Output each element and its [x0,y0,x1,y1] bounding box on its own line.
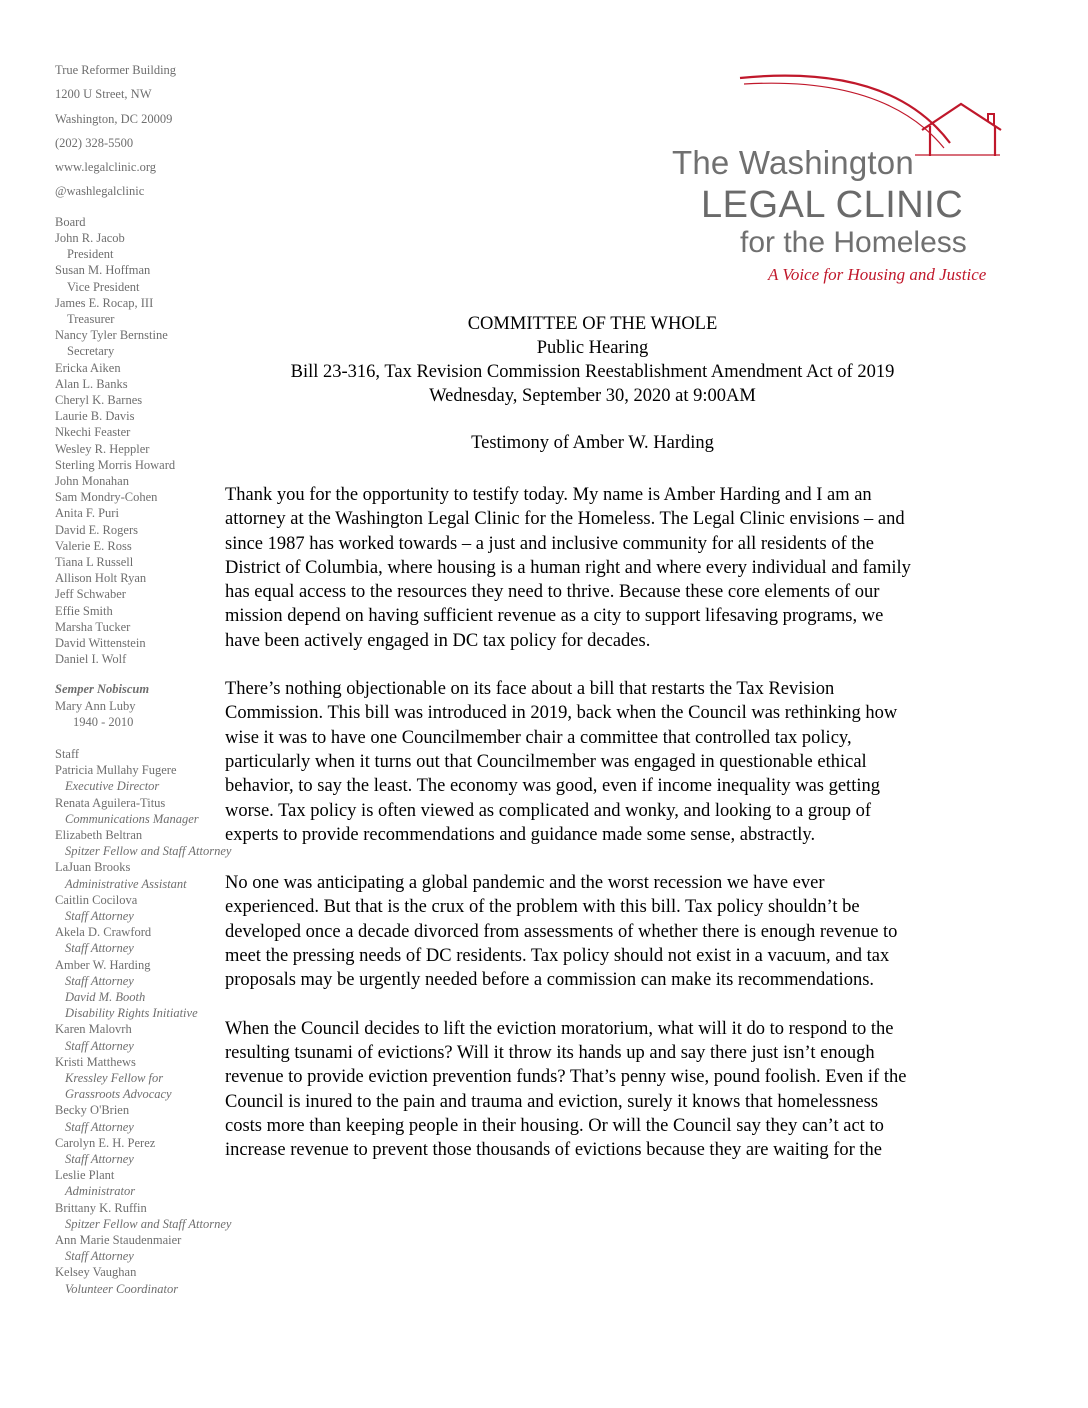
staff-member-name: Karen Malovrh [55,1022,132,1037]
staff-member-name: Akela D. Crawford [55,925,152,940]
board-member-name: James E. Rocap, III [55,295,154,310]
board-member-name: Sam Mondry-Cohen [55,490,158,505]
board-member-role: President [67,247,114,262]
logo-text-line3: for the Homeless [740,226,967,259]
staff-member-name: Ann Marie Staudenmaier [55,1233,182,1248]
board-member-role: Vice President [67,279,140,294]
staff-heading: Staff [55,746,80,761]
board-member-name: Wesley R. Heppler [55,441,150,456]
board-heading: Board [55,214,86,229]
staff-member-name: Caitlin Cocilova [55,892,138,907]
organization-logo [660,68,1020,298]
contact-social-handle: @washlegalclinic [55,184,145,199]
logo-tagline: A Voice for Housing and Justice [768,265,987,284]
board-member-name: Anita F. Puri [55,506,119,521]
staff-member-name: Kristi Matthews [55,1054,136,1069]
staff-member-role: Administrative Assistant [65,876,187,891]
contact-address-building: True Reformer Building [55,63,177,77]
board-member-name: Susan M. Hoffman [55,263,151,278]
committee-title: COMMITTEE OF THE WHOLE [467,314,718,334]
board-member-name: Laurie B. Davis [55,409,135,424]
staff-member-name: Carolyn E. H. Perez [55,1135,156,1150]
board-member-name: Effie Smith [55,603,113,618]
staff-member-role: Volunteer Coordinator [65,1281,179,1296]
staff-member-name: Becky O'Brien [55,1103,130,1118]
body-paragraph: No one was anticipating a global pandemic and the worst recession we have ever experienced. But that is the crux of the problem with this bill. Tax policy shouldn’t be developed once a decade divorced from assessments of whether there is enough revenue to meet the pressing needs of DC residents. Tax policy should not exist in a vacuum, and tax proposals may be urgently needed before a commission can make its recommendations. [225,873,898,991]
board-member-name: David Wittenstein [55,635,146,650]
staff-member-role: Executive Director [65,779,160,794]
staff-member-role: Staff Attorney [65,1249,134,1264]
board-member-name: John R. Jacob [55,230,125,245]
board-member-name: Allison Holt Ryan [55,571,147,586]
staff-member-name: Amber W. Harding [55,957,151,972]
staff-member-role: Staff Attorney [65,973,134,988]
staff-member-name: Leslie Plant [55,1168,115,1183]
testimony-body [225,483,1025,1186]
staff-member-role: Staff Attorney [65,1152,134,1167]
contact-website: www.legalclinic.org [55,160,157,175]
contact-phone: (202) 328-5500 [55,135,134,150]
semper-nobiscum-heading: Semper Nobiscum [55,682,150,697]
board-member-name: Marsha Tucker [55,619,131,634]
staff-member-role: Staff Attorney [65,1038,134,1053]
logo-text-line1: The Washington [672,144,914,181]
contact-block [55,62,255,200]
staff-member-role: Grassroots Advocacy [65,1087,172,1102]
staff-member-role: Staff Attorney [65,941,134,956]
staff-member-role: Communications Manager [65,811,199,826]
board-member-role: Treasurer [67,311,115,326]
board-member-name: Tiana L Russell [55,554,134,569]
contact-address-street: 1200 U Street, NW [55,87,152,102]
board-member-name: John Monahan [55,473,129,488]
semper-years: 1940 - 2010 [73,714,134,729]
semper-name: Mary Ann Luby [55,698,136,713]
staff-member-role: Spitzer Fellow and Staff Attorney [65,844,232,859]
contact-address-city: Washington, DC 20009 [55,111,173,126]
board-member-name: Jeff Schwaber [55,587,126,602]
staff-member-name: Elizabeth Beltran [55,828,143,842]
hearing-date: Wednesday, September 30, 2020 at 9:00AM [429,386,756,406]
board-member-name: Cheryl K. Barnes [55,392,143,407]
testimony-title: Testimony of Amber W. Harding [471,433,714,453]
logo-text-line2: LEGAL CLINIC [701,184,964,226]
staff-member-role: Spitzer Fellow and Staff Attorney [65,1216,232,1231]
body-paragraph: When the Council decides to lift the eviction moratorium, what will it do to respond to the resulting tsunami of evictions? Will it throw its hands up and say there just isn’t enough revenue to provide eviction prevention funds? That’s penny wise, pound foolish. Even if the Council is inured to the pain and trauma and eviction, surely it knows that homelessness costs more than keeping people in their housing. Or will the Council say they can’t act to increase revenue to prevent those thousands of evictions because they are waiting for the [225,1018,907,1161]
staff-member-name: Patricia Mullahy Fugere [55,763,177,778]
board-member-name: Nkechi Feaster [55,425,131,440]
staff-member-name: Brittany K. Ruffin [55,1200,147,1215]
staff-member-role: Staff Attorney [65,909,134,924]
staff-member-name: LaJuan Brooks [55,860,131,875]
board-member-role: Secretary [67,344,115,359]
board-member-name: Alan L. Banks [55,376,128,391]
staff-member-role: Administrator [65,1184,136,1199]
board-member-name: Ericka Aiken [55,360,121,375]
hearing-type: Public Hearing [536,338,649,358]
body-paragraph: There’s nothing objectionable on its face about a bill that restarts the Tax Revision Commission. This bill was introduced in 2019, back when the Council was rethinking how wise it was to have one Councilmember chair a committee that controlled tax policy, particularly when it turns out that Councilmember was engaged in questionable ethical behavior, to say the least. The economy was good, even if income inequality was getting worse. Tax policy is often viewed as complicated and wonky, and looking to a group of experts to provide recommendations and guidance made some sense, abstractly. [225,679,898,845]
staff-member-role: Kressley Fellow for [65,1071,164,1086]
hearing-header [225,312,960,455]
staff-member-role: Staff Attorney [65,1119,134,1134]
board-member-name: Valerie E. Ross [55,538,132,553]
staff-member-role: David M. Booth [65,990,146,1005]
board-member-name: Nancy Tyler Bernstine [55,328,168,343]
staff-member-name: Renata Aguilera-Titus [55,795,166,810]
bill-title: Bill 23-316, Tax Revision Commission Reestablishment Amendment Act of 2019 [290,362,895,382]
board-member-name: Sterling Morris Howard [55,457,176,472]
board-member-name: Daniel I. Wolf [55,652,127,667]
body-paragraph: Thank you for the opportunity to testify today. My name is Amber Harding and I am an attorney at the Washington Legal Clinic for the Homeless. The Legal Clinic envisions – and since 1987 has worked towards – a just and inclusive community for all residents of the District of Columbia, where housing is a human right and where every individual and family has equal access to the resources they need to thrive. Because these core elements of our mission depend on having sufficient revenue as a city to support lifesaving programs, we have been actively engaged in DC tax policy for decades. [225,485,911,651]
staff-member-role: Disability Rights Initiative [65,1006,198,1021]
staff-member-name: Kelsey Vaughan [55,1265,137,1280]
board-member-name: David E. Rogers [55,522,138,537]
